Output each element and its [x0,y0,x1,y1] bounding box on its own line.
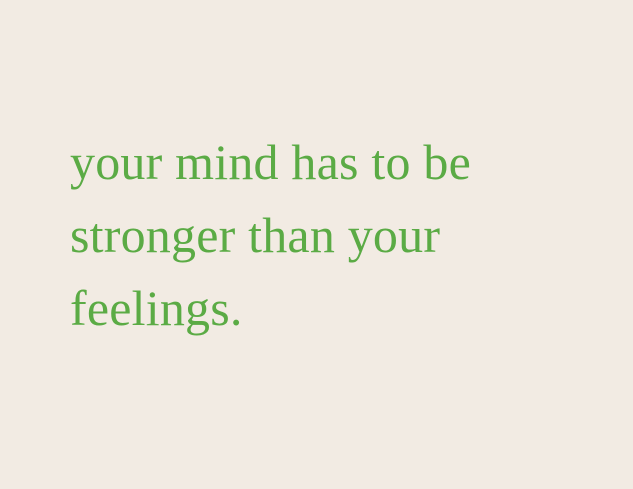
quote-line-3: feelings. [70,280,243,336]
quote-line-2: stronger than your [70,207,441,263]
quote-line-1: your mind has to be [70,134,471,190]
quote-text [70,126,610,345]
